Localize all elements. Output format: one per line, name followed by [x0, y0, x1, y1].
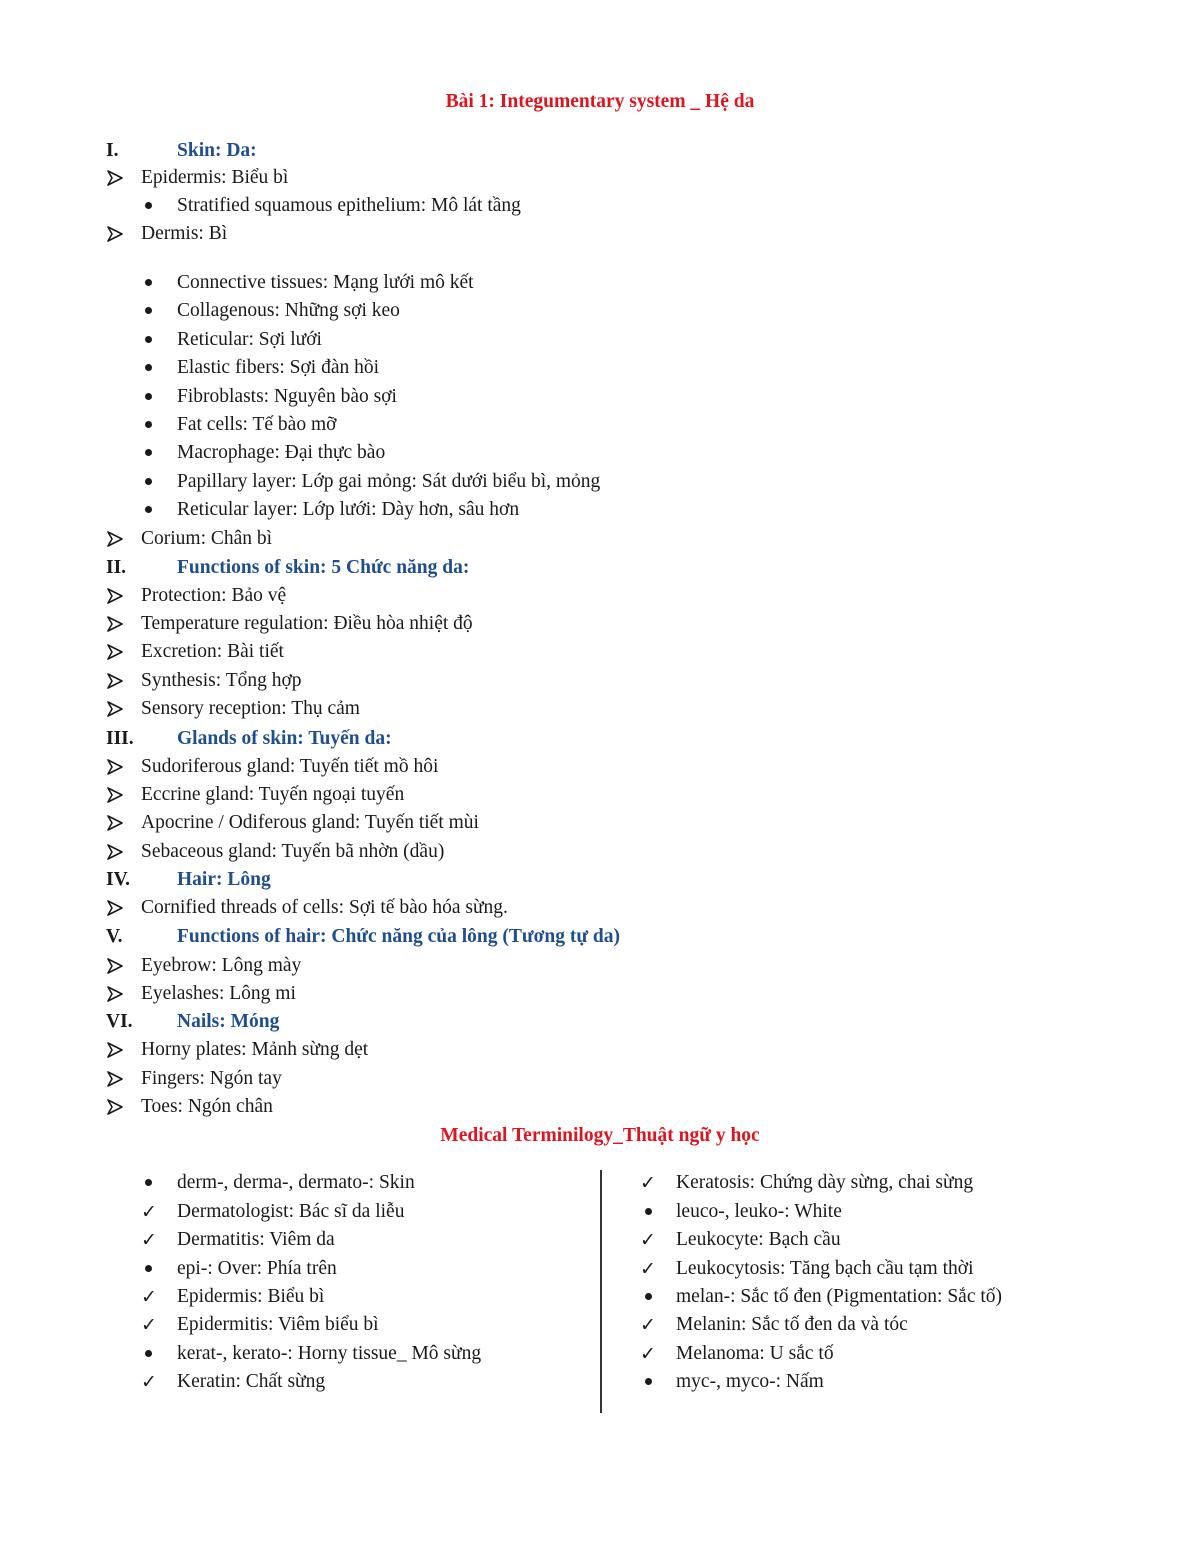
- list-item: Sensory reception: Thụ cảm: [141, 698, 360, 719]
- bullet-icon: [145, 364, 152, 371]
- term-item: derm-, derma-, dermato-: Skin: [177, 1172, 415, 1193]
- list-item: Excretion: Bài tiết: [141, 641, 284, 662]
- list-item: Epidermis: Biểu bì: [141, 167, 289, 188]
- term-item: kerat-, kerato-: Horny tissue_ Mô sừng: [177, 1343, 482, 1364]
- list-item: Stratified squamous epithelium: Mô lát tầng: [177, 195, 521, 216]
- list-item: Horny plates: Mảnh sừng dẹt: [141, 1039, 369, 1060]
- term-item: myc-, myco-: Nấm: [676, 1371, 824, 1392]
- checkmark-icon: ✓: [141, 1314, 157, 1336]
- arrow-bullet-icon: [107, 584, 123, 608]
- section-number: IV.: [106, 869, 131, 890]
- list-item: Corium: Chân bì: [141, 528, 273, 549]
- list-item: Connective tissues: Mạng lưới mô kết: [177, 272, 474, 293]
- bullet-icon: [145, 506, 152, 513]
- list-item: Elastic fibers: Sợi đàn hồi: [177, 357, 380, 378]
- checkmark-icon: ✓: [640, 1314, 656, 1336]
- checkmark-icon: ✓: [640, 1172, 656, 1194]
- arrow-bullet-icon: [107, 954, 123, 978]
- bullet-icon: [145, 478, 152, 485]
- arrow-bullet-icon: [107, 755, 123, 779]
- arrow-bullet-icon: [107, 783, 123, 807]
- document-title: Bài 1: Integumentary system _ Hệ da: [445, 91, 755, 112]
- term-item: Leukocytosis: Tăng bạch cầu tạm thời: [676, 1258, 974, 1279]
- arrow-bullet-icon: [107, 166, 123, 190]
- section-number: V.: [106, 926, 123, 947]
- section-number: II.: [106, 557, 127, 578]
- list-item: Eyebrow: Lông mày: [141, 955, 302, 976]
- arrow-bullet-icon: [107, 640, 123, 664]
- bullet-icon: [145, 202, 152, 209]
- section-number: I.: [106, 140, 119, 161]
- checkmark-icon: ✓: [640, 1229, 656, 1251]
- term-item: Leukocyte: Bạch cầu: [676, 1229, 841, 1250]
- term-item: leuco-, leuko-: White: [676, 1201, 842, 1222]
- term-item: Melanin: Sắc tố đen da và tóc: [676, 1314, 908, 1335]
- list-item: Eccrine gland: Tuyến ngoại tuyến: [141, 784, 405, 805]
- list-item: Fingers: Ngón tay: [141, 1068, 282, 1089]
- bullet-icon: [645, 1208, 652, 1215]
- list-item: Dermis: Bì: [141, 223, 228, 244]
- column-divider: [600, 1170, 602, 1413]
- checkmark-icon: ✓: [141, 1286, 157, 1308]
- bullet-icon: [145, 449, 152, 456]
- arrow-bullet-icon: [107, 840, 123, 864]
- list-item: Toes: Ngón chân: [141, 1096, 273, 1117]
- list-item: Fat cells: Tế bào mỡ: [177, 414, 337, 435]
- list-item: Cornified threads of cells: Sợi tế bào hóa sừng.: [141, 897, 508, 918]
- bullet-icon: [145, 307, 152, 314]
- arrow-bullet-icon: [107, 527, 123, 551]
- list-item: Sudoriferous gland: Tuyến tiết mồ hôi: [141, 756, 439, 777]
- terminology-title: Medical Terminilogy_Thuật ngữ y học: [440, 1125, 760, 1146]
- term-item: Epidermitis: Viêm biểu bì: [177, 1314, 379, 1335]
- term-item: epi-: Over: Phía trên: [177, 1258, 337, 1279]
- list-item: Fibroblasts: Nguyên bào sợi: [177, 386, 397, 407]
- bullet-icon: [145, 336, 152, 343]
- arrow-bullet-icon: [107, 1067, 123, 1091]
- checkmark-icon: ✓: [640, 1258, 656, 1280]
- bullet-icon: [145, 279, 152, 286]
- arrow-bullet-icon: [107, 612, 123, 636]
- arrow-bullet-icon: [107, 697, 123, 721]
- checkmark-icon: ✓: [141, 1201, 157, 1223]
- section-number: III.: [106, 728, 134, 749]
- checkmark-icon: ✓: [640, 1343, 656, 1365]
- list-item: Papillary layer: Lớp gai mỏng: Sát dưới biểu bì, mỏng: [177, 471, 601, 492]
- list-item: Sebaceous gland: Tuyến bã nhờn (dầu): [141, 841, 445, 862]
- bullet-icon: [645, 1378, 652, 1385]
- list-item: Reticular: Sợi lưới: [177, 329, 322, 350]
- list-item: Reticular layer: Lớp lưới: Dày hơn, sâu hơn: [177, 499, 520, 520]
- term-item: Dermatitis: Viêm da: [177, 1229, 335, 1250]
- arrow-bullet-icon: [107, 1038, 123, 1062]
- list-item: Eyelashes: Lông mi: [141, 983, 296, 1004]
- arrow-bullet-icon: [107, 1095, 123, 1119]
- list-item: Macrophage: Đại thực bào: [177, 442, 386, 463]
- list-item: Apocrine / Odiferous gland: Tuyến tiết mùi: [141, 812, 479, 833]
- section-title: Functions of hair: Chức năng của lông (Tương tự da): [177, 926, 620, 947]
- checkmark-icon: ✓: [141, 1229, 157, 1251]
- section-title: Functions of skin: 5 Chức năng da:: [177, 557, 470, 578]
- term-item: melan-: Sắc tố đen (Pigmentation: Sắc tố): [676, 1286, 1003, 1307]
- list-item: Collagenous: Những sợi keo: [177, 300, 400, 321]
- arrow-bullet-icon: [107, 669, 123, 693]
- bullet-icon: [145, 1179, 152, 1186]
- section-title: Hair: Lông: [177, 869, 271, 890]
- checkmark-icon: ✓: [141, 1371, 157, 1393]
- arrow-bullet-icon: [107, 896, 123, 920]
- bullet-icon: [145, 421, 152, 428]
- section-title: Glands of skin: Tuyến da:: [177, 728, 392, 749]
- list-item: Synthesis: Tổng hợp: [141, 670, 302, 691]
- bullet-icon: [145, 393, 152, 400]
- section-title: Skin: Da:: [177, 140, 257, 161]
- term-item: Dermatologist: Bác sĩ da liễu: [177, 1201, 405, 1222]
- term-item: Keratin: Chất sừng: [177, 1371, 326, 1392]
- arrow-bullet-icon: [107, 222, 123, 246]
- section-number: VI.: [106, 1011, 133, 1032]
- arrow-bullet-icon: [107, 811, 123, 835]
- list-item: Protection: Bảo vệ: [141, 585, 287, 606]
- term-item: Epidermis: Biểu bì: [177, 1286, 325, 1307]
- list-item: Temperature regulation: Điều hòa nhiệt độ: [141, 613, 473, 634]
- term-item: Melanoma: U sắc tố: [676, 1343, 834, 1364]
- bullet-icon: [145, 1350, 152, 1357]
- section-title: Nails: Móng: [177, 1011, 280, 1032]
- bullet-icon: [145, 1265, 152, 1272]
- term-item: Keratosis: Chứng dày sừng, chai sừng: [676, 1172, 974, 1193]
- arrow-bullet-icon: [107, 982, 123, 1006]
- bullet-icon: [645, 1293, 652, 1300]
